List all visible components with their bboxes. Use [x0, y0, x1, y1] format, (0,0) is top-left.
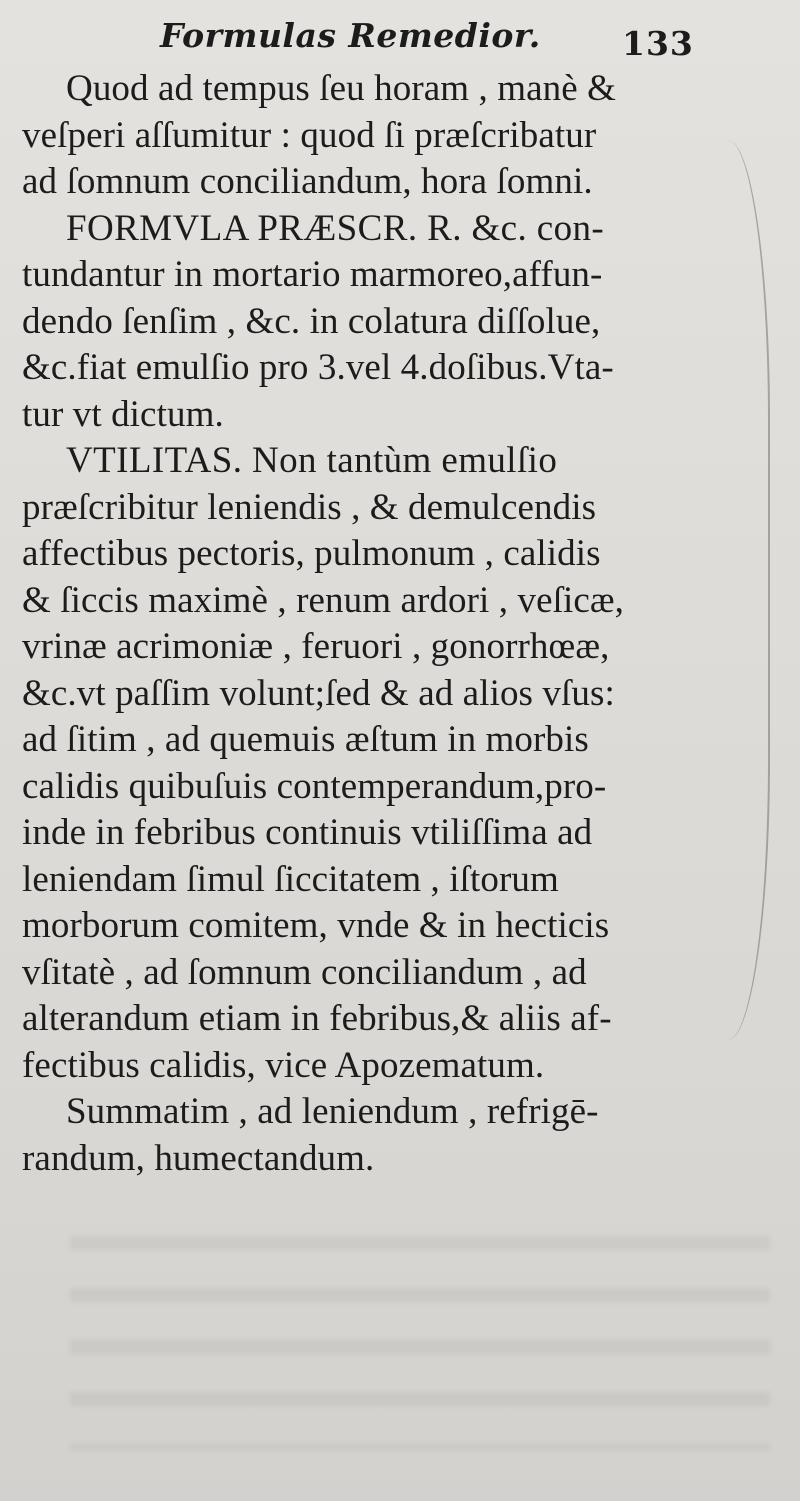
text-line: &c.vt paſſim volunt;ſed & ad alios vſus: [22, 672, 615, 714]
text-line: vſitatè , ad ſomnum conciliandum , ad [22, 951, 587, 993]
text-line: Quod ad tempus ſeu horam , manè & [66, 68, 616, 109]
text-line: inde in febribus continuis vtiliſſima ad [22, 812, 593, 853]
text-line: ad ſomnum conciliandum, hora ſomni. [22, 161, 593, 202]
body-text [22, 66, 762, 1182]
text-line: calidis quibuſuis contemperandum,pro- [22, 765, 607, 807]
text-line: tundantur in mortario marmoreo,affun- [22, 254, 603, 295]
page-header [0, 12, 800, 72]
text-line: & ſiccis maximè , renum ardori , veſicæ, [22, 579, 624, 621]
text-line: randum, humectandum. [22, 1137, 375, 1179]
text-line: affectibus pectoris, pulmonum , calidis [22, 533, 601, 574]
text-line: morborum comitem, vnde & in hecticis [22, 905, 610, 946]
running-head: Formulas Remedior. [160, 16, 541, 55]
text-line: dendo ſenſim , &c. in colatura diſſolue, [22, 300, 601, 342]
summary-line: Summatim , ad leniendum , refrigē- [66, 1091, 599, 1132]
page-number: 133 [622, 24, 694, 63]
utilitas-heading-line: VTILITAS. Non tantùm emulſio [66, 440, 558, 481]
text-line: præſcribitur leniendis , & demulcendis [22, 486, 597, 528]
formula-heading-line: FORMVLA PRÆSCR. R. &c. con- [66, 207, 605, 249]
text-line: fectibus calidis, vice Apozematum. [22, 1044, 545, 1086]
text-line: ad ſitim , ad quemuis æſtum in morbis [22, 719, 589, 760]
text-line: veſperi aſſumitur : quod ſi præſcribatur [22, 114, 597, 156]
reverse-side-bleed-through [70, 1210, 770, 1450]
text-line: tur vt dictum. [22, 393, 224, 435]
text-line: &c.fiat emulſio pro 3.vel 4.doſibus.Vta- [22, 347, 614, 388]
text-line: leniendam ſimul ſiccitatem , iſtorum [22, 858, 559, 900]
text-line: vrinæ acrimoniæ , feruori , gonorrhœæ, [22, 626, 610, 667]
text-line: alterandum etiam in febribus,& aliis af- [22, 998, 612, 1039]
